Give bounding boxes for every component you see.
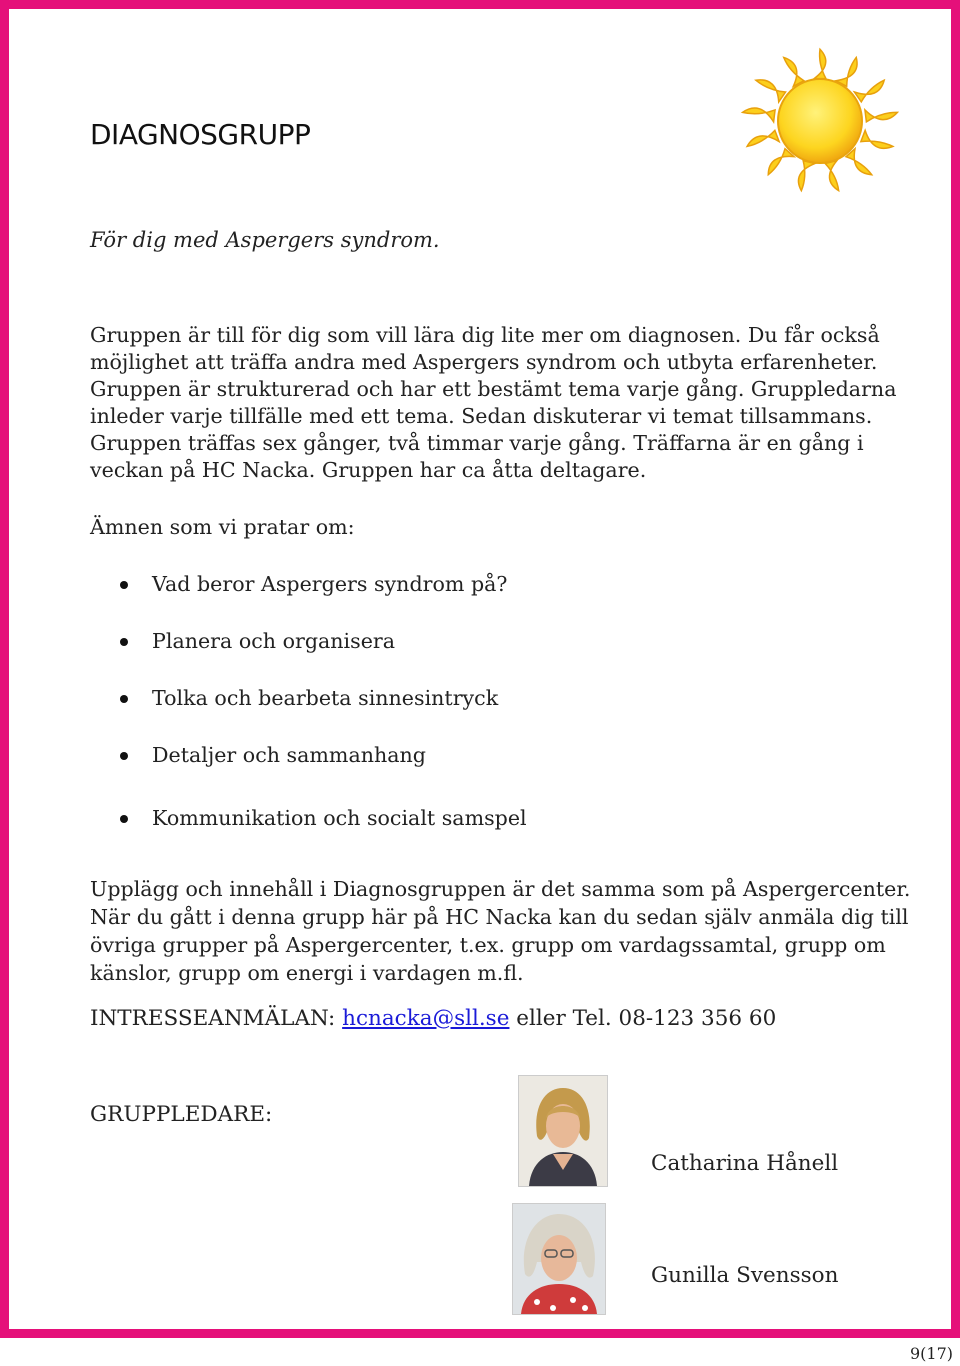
sun-ray — [768, 149, 794, 175]
sun-ray — [784, 57, 804, 86]
sun-ray — [743, 108, 775, 122]
intro-paragraph: Gruppen är till för dig som vill lära dig lite mer om diagnosen. Du får också möjlighet att träffa andra med Aspergers syndrom och utbyta erfarenheter. Gruppen är strukturerad och har ett bestämt tema varje gång. Gruppledarna inleder varje tillfälle med ett tema. Sedan diskuterar vi temat tillsammans. Gruppen träffas sex gånger, två timmar varje gång. Träffarna är en gång i veckan på HC Nacka. Gruppen har ca åtta deltagare. — [90, 323, 897, 482]
contact-label: INTRESSEANMÄLAN: — [90, 1006, 343, 1031]
bullet-icon — [120, 581, 128, 589]
bullet-icon — [120, 752, 128, 760]
topic-label: Tolka och bearbeta sinnesintryck — [152, 686, 499, 710]
leader-name: Catharina Hånell — [651, 1151, 839, 1176]
sun-ray — [836, 57, 857, 86]
topic-label: Kommunikation och socialt samspel — [152, 806, 527, 830]
leader-photo — [518, 1075, 608, 1187]
sun-ray — [865, 110, 897, 122]
phone-text: eller Tel. 08-123 356 60 — [509, 1006, 777, 1031]
topic-label: Planera och organisera — [152, 629, 396, 653]
leader-photo — [512, 1203, 606, 1315]
topic-label: Detaljer och sammanhang — [152, 743, 426, 767]
leader-name: Gunilla Svensson — [651, 1263, 839, 1288]
subtitle: För dig med Aspergers syndrom. — [90, 228, 440, 252]
topics-heading: Ämnen som vi pratar om: — [90, 515, 355, 539]
sun-ray — [825, 161, 838, 191]
sun-ray — [747, 130, 779, 146]
email-link[interactable]: hcnacka@sll.se — [342, 1006, 510, 1031]
second-paragraph: Upplägg och innehåll i Diagnosgruppen är det samma som på Aspergercenter. När du gått i denna grupp här på HC Nacka kan du sedan själv anmäla dig till övriga grupper på Aspergercenter, t.ex. grupp om vardagssamtal, grupp om känslor, grupp om energi i vardagen m.fl. — [90, 877, 911, 985]
sun-ray — [854, 80, 884, 102]
sun-ray — [814, 49, 826, 78]
leaders-heading: GRUPPLEDARE: — [90, 1102, 273, 1127]
sun-ray — [798, 161, 814, 191]
sun-icon — [720, 36, 920, 206]
contact-line — [90, 1006, 776, 1031]
page-number: 9(17) — [909, 1344, 953, 1363]
sun-ray — [756, 80, 786, 102]
topic-label: Vad beror Aspergers syndrom på? — [152, 572, 508, 596]
bullet-icon — [120, 695, 128, 703]
bullet-icon — [120, 638, 128, 646]
sun-ray — [846, 149, 872, 175]
sun-ray — [861, 130, 893, 148]
page-title: DIAGNOSGRUPP — [90, 118, 311, 151]
bullet-icon — [120, 815, 128, 823]
